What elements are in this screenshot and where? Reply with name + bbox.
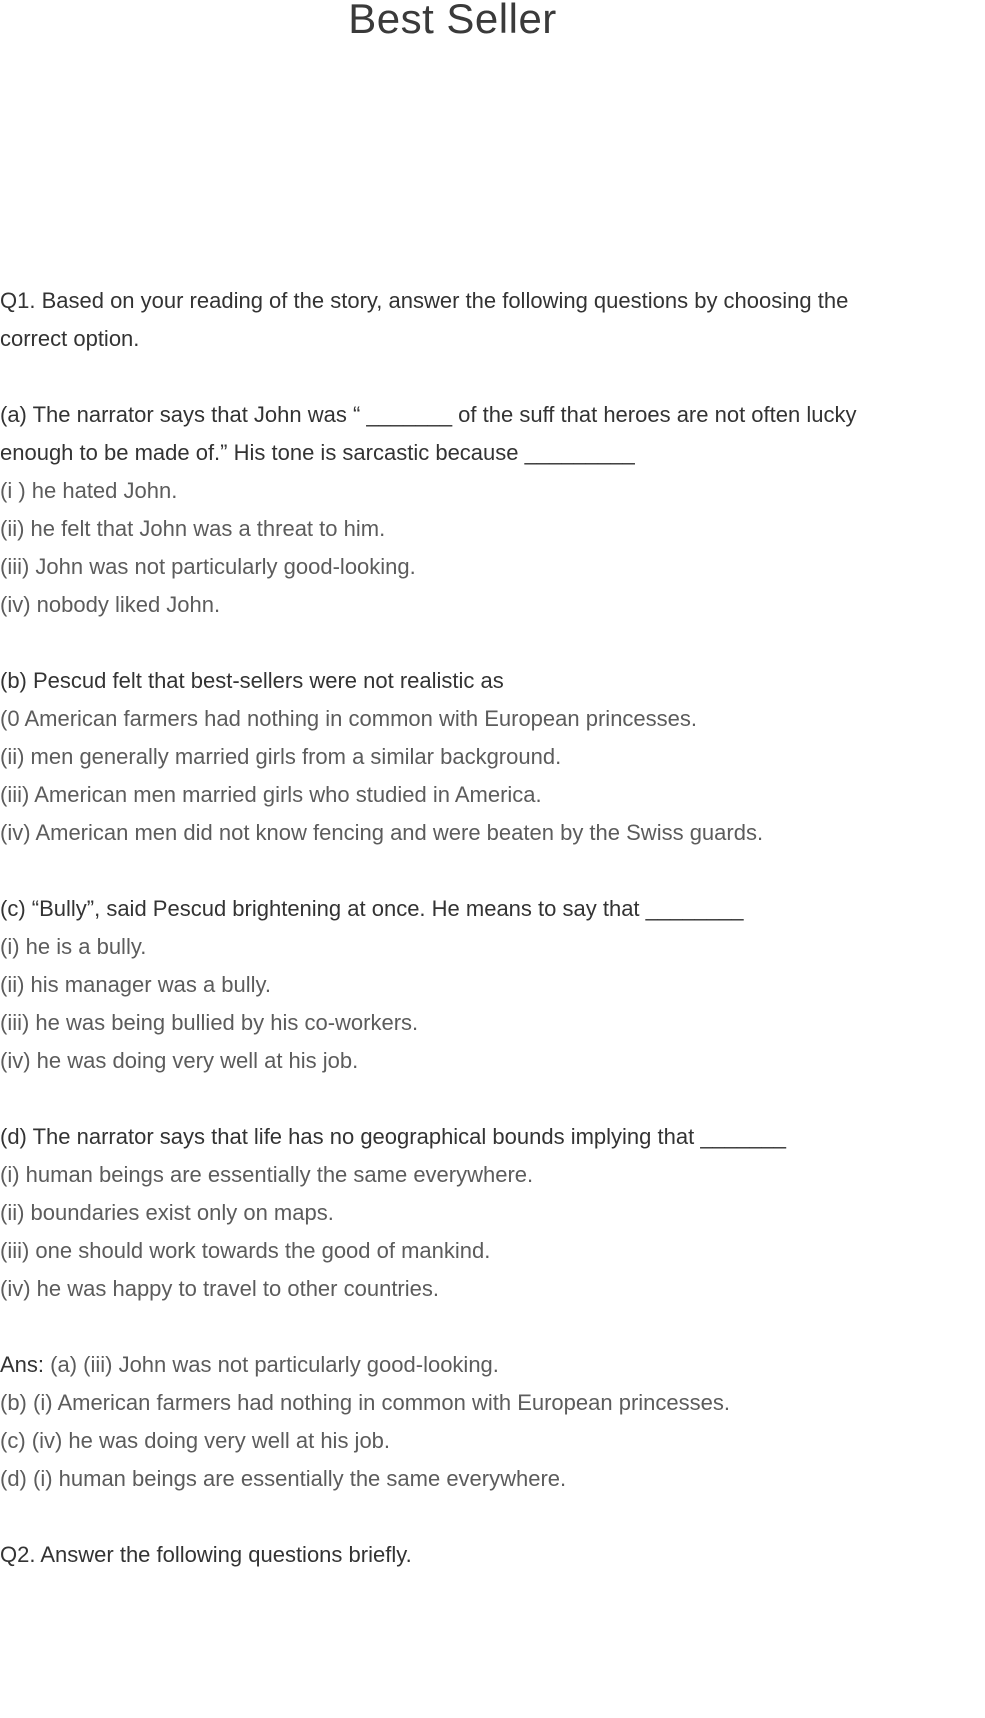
question-d: (d) The narrator says that life has no geographical bounds implying that _______ [0,1124,786,1149]
option-a-3: (iii) John was not particularly good-looking. [0,554,416,579]
answer-label: Ans: [0,1352,45,1377]
q1-intro-line1: Q1. Based on your reading of the story, answer the following questions by choosing the [0,288,849,313]
option-a-1: (i ) he hated John. [0,478,178,503]
answer-a-text: (a) (iii) John was not particularly good-looking. [44,1352,499,1377]
question-b: (b) Pescud felt that best-sellers were not realistic as [0,668,504,693]
option-c-1: (i) he is a bully. [0,934,147,959]
option-d-2: (ii) boundaries exist only on maps. [0,1200,334,1225]
option-d-4: (iv) he was happy to travel to other countries. [0,1276,439,1301]
option-b-4: (iv) American men did not know fencing and were beaten by the Swiss guards. [0,820,764,845]
option-b-3: (iii) American men married girls who studied in America. [0,782,542,807]
option-b-2: (ii) men generally married girls from a similar background. [0,744,562,769]
spacer [0,1498,985,1536]
spacer [0,358,985,396]
option-c-4: (iv) he was doing very well at his job. [0,1048,359,1073]
spacer [0,1080,985,1118]
question-a-line2: enough to be made of.” His tone is sarcastic because _________ [0,440,635,465]
answer-c: (c) (iv) he was doing very well at his job. [0,1428,391,1453]
spacer [0,624,985,662]
q2-heading: Q2. Answer the following questions briefly. [0,1542,412,1567]
option-c-3: (iii) he was being bullied by his co-workers. [0,1010,419,1035]
option-a-2: (ii) he felt that John was a threat to him. [0,516,386,541]
spacer [0,852,985,890]
answer-d: (d) (i) human beings are essentially the same everywhere. [0,1466,567,1491]
page-title: Best Seller [348,0,557,42]
option-c-2: (ii) his manager was a bully. [0,972,272,997]
question-c: (c) “Bully”, said Pescud brightening at once. He means to say that ________ [0,896,744,921]
answer-a [0,1346,985,1384]
answer-b: (b) (i) American farmers had nothing in common with European princesses. [0,1390,730,1415]
option-a-4: (iv) nobody liked John. [0,592,221,617]
document-body [0,282,985,1574]
question-a-line1: (a) The narrator says that John was “ _______ of the suff that heroes are not often lucky [0,402,857,427]
spacer [0,1308,985,1346]
option-b-1: (0 American farmers had nothing in common with European princesses. [0,706,698,731]
q1-intro-line2: correct option. [0,326,140,351]
option-d-1: (i) human beings are essentially the same everywhere. [0,1162,534,1187]
option-d-3: (iii) one should work towards the good of mankind. [0,1238,491,1263]
